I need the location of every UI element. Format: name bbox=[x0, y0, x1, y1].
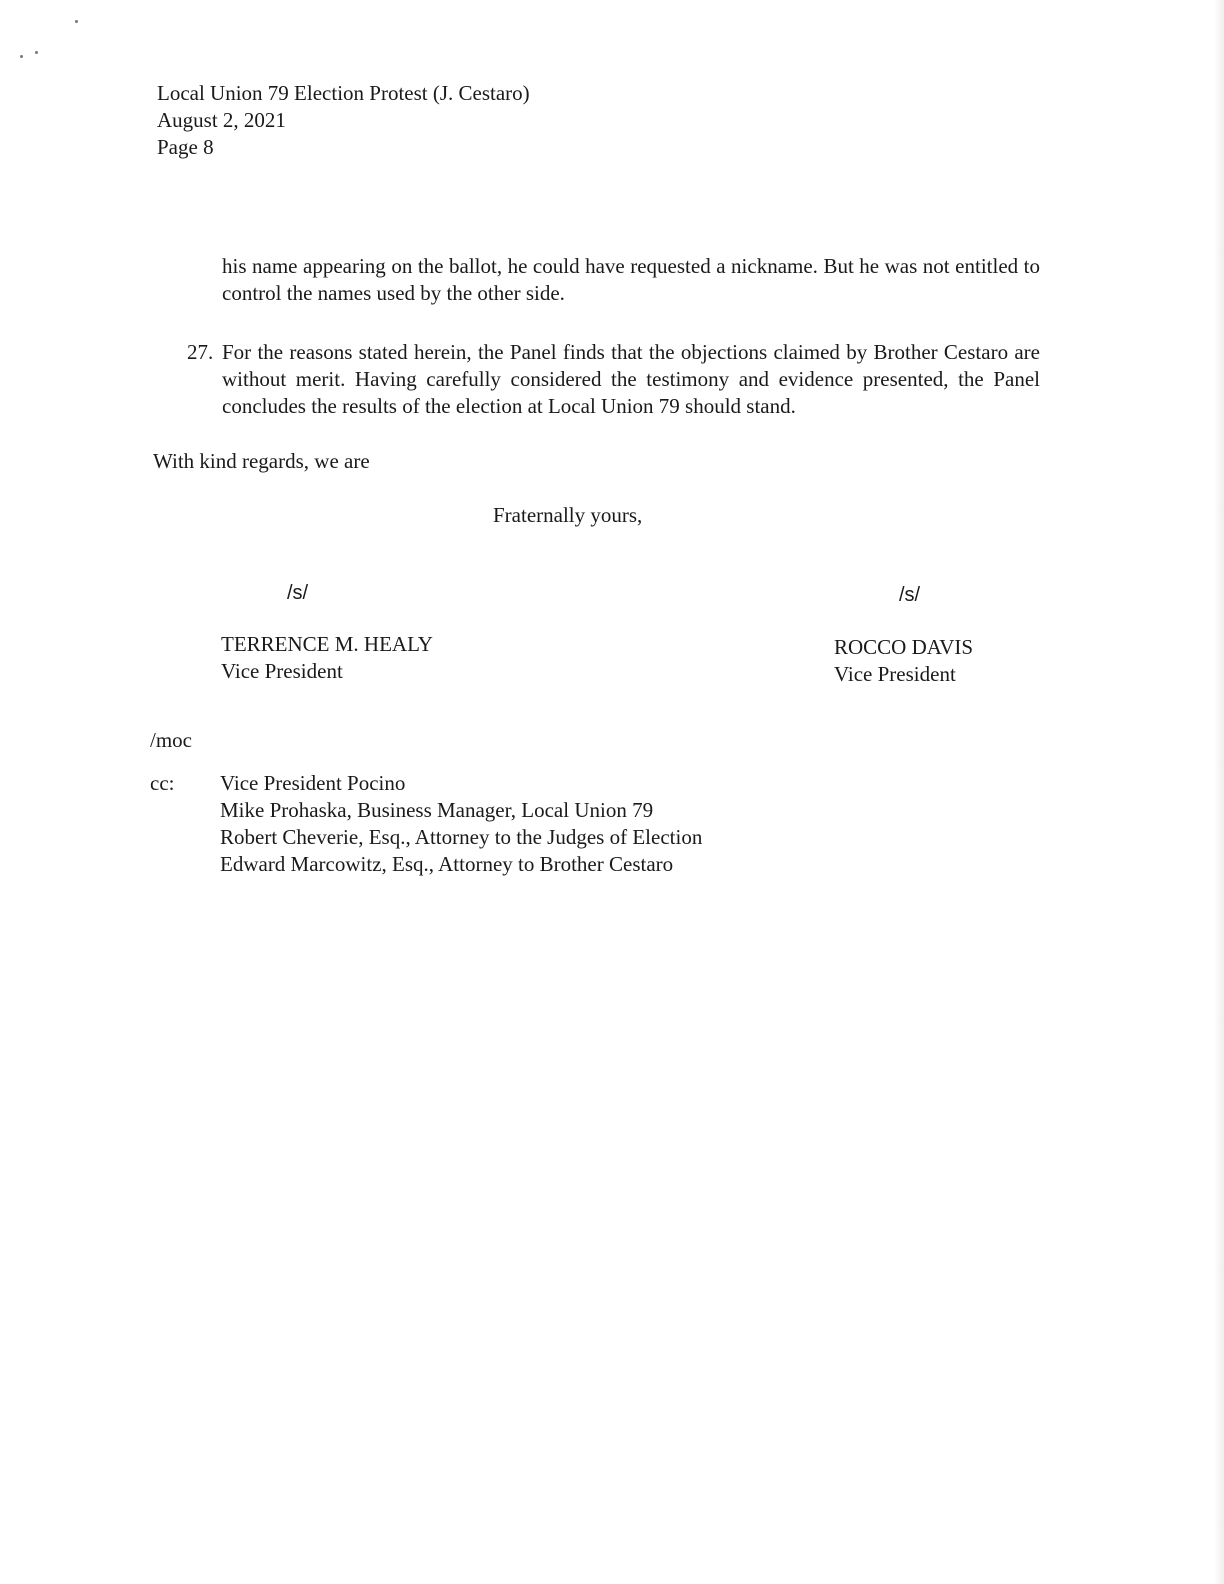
typist-initials: /moc bbox=[150, 728, 192, 752]
regards-line: With kind regards, we are bbox=[153, 449, 370, 473]
scan-speck bbox=[20, 55, 23, 58]
closing-line: Fraternally yours, bbox=[493, 503, 643, 527]
item-text: For the reasons stated herein, the Panel finds that the objections claimed by Brother Cestaro are without merit. Having carefully considered the testimony and evidence presented, the Panel concludes the results of the election at Local Union 79 should stand. bbox=[222, 340, 1040, 418]
cc-recipient: Mike Prohaska, Business Manager, Local Union 79 bbox=[220, 798, 654, 822]
letter-header bbox=[157, 80, 757, 161]
scan-speck bbox=[35, 51, 38, 54]
scan-speck bbox=[75, 20, 78, 23]
cc-recipient-list bbox=[220, 770, 702, 878]
signer-left bbox=[221, 631, 433, 685]
header-case-title: Local Union 79 Election Protest (J. Cestaro) bbox=[157, 81, 530, 105]
header-page-number: Page 8 bbox=[157, 135, 214, 159]
item-number: 27. bbox=[187, 340, 214, 364]
scan-edge bbox=[1214, 0, 1224, 1584]
signature-mark-right: /s/ bbox=[899, 584, 921, 606]
cc-recipient: Edward Marcowitz, Esq., Attorney to Brother Cestaro bbox=[220, 852, 674, 876]
continuation-paragraph: his name appearing on the ballot, he could have requested a nickname. But he was not entitled to control the names used by the other side. bbox=[222, 254, 1040, 305]
numbered-item-27 bbox=[187, 339, 1040, 420]
signer-left-name: TERRENCE M. HEALY bbox=[221, 632, 433, 656]
cc-label: cc: bbox=[150, 771, 175, 795]
signer-right bbox=[834, 634, 973, 688]
signer-left-title: Vice President bbox=[221, 659, 343, 683]
header-date: August 2, 2021 bbox=[157, 108, 286, 132]
cc-recipient: Vice President Pocino bbox=[220, 771, 406, 795]
signature-mark-left: /s/ bbox=[287, 582, 309, 604]
signer-right-title: Vice President bbox=[834, 662, 956, 686]
signer-right-name: ROCCO DAVIS bbox=[834, 635, 974, 659]
cc-recipient: Robert Cheverie, Esq., Attorney to the Judges of Election bbox=[220, 825, 703, 849]
